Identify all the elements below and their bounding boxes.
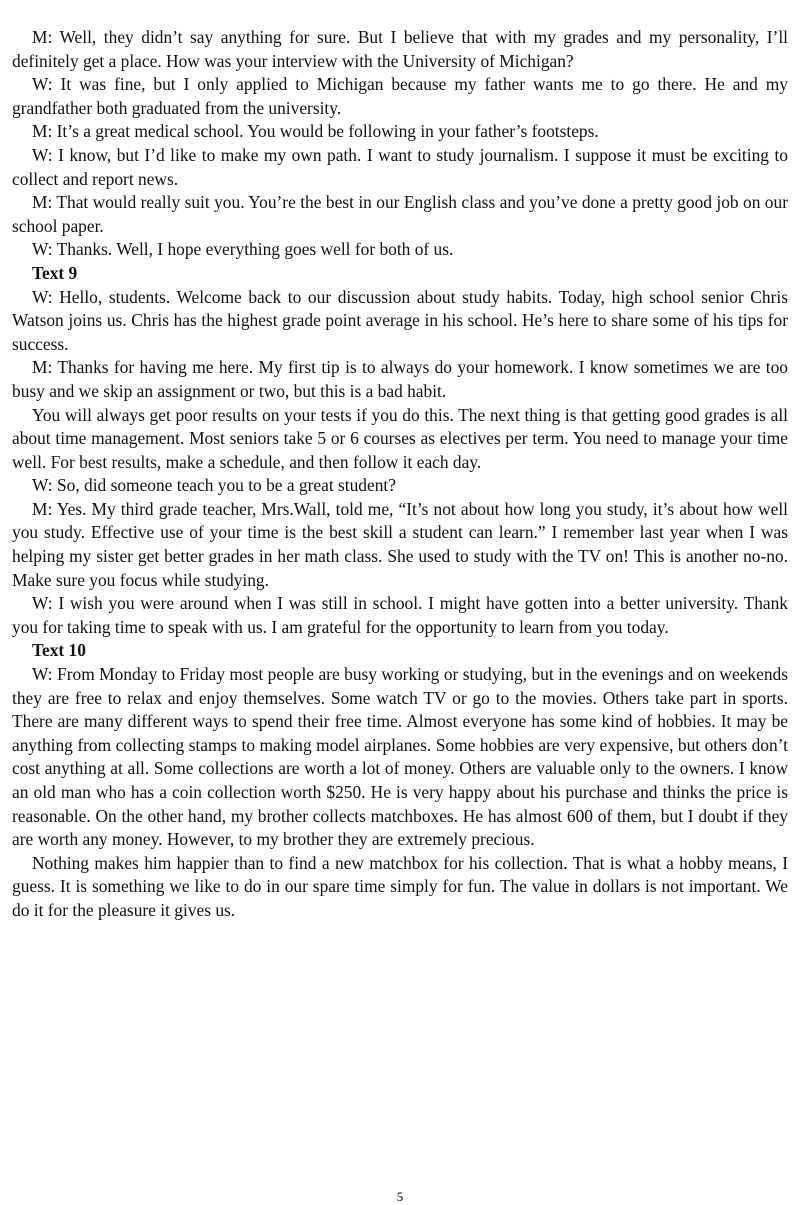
dialogue-paragraph: M: It’s a great medical school. You would be following in your father’s footsteps. <box>32 121 599 142</box>
dialogue-paragraph: M: Thanks for having me here. My first tip is to always do your homework. I know sometimes we are too busy and we skip an assignment or two, but this is a bad habit. <box>12 357 788 401</box>
text8-continued-section <box>12 26 788 262</box>
document-page <box>12 26 788 923</box>
dialogue-paragraph: W: I wish you were around when I was still in school. I might have gotten into a better university. Thank you for taking time to speak with us. I am grateful for the opportunity to learn from you today. <box>12 593 788 637</box>
page-number: 5 <box>396 1189 404 1204</box>
dialogue-paragraph: M: Yes. My third grade teacher, Mrs.Wall, told me, “It’s not about how long you study, it’s about how well you study. Effective use of your time is the best skill a student can learn.” I remember last year when I was helping my sister get better grades in her math class. She used to study with the TV on! This is another no-no. Make sure you focus while studying. <box>12 498 788 590</box>
dialogue-paragraph: M: That would really suit you. You’re the best in our English class and you’ve done a pretty good job on our school paper. <box>12 192 788 236</box>
dialogue-paragraph: M: Well, they didn’t say anything for sure. But I believe that with my grades and my personality, I’ll definitely get a place. How was your interview with the University of Michigan? <box>12 27 788 71</box>
text10-heading: Text 10 <box>32 640 86 661</box>
text10-section <box>12 639 788 922</box>
monologue-paragraph: Nothing makes him happier than to find a new matchbox for his collection. That is what a hobby means, I guess. It is something we like to do in our spare time simply for fun. The value in dollars is not important. We do it for the pleasure it gives us. <box>12 852 788 920</box>
text9-heading: Text 9 <box>32 262 78 283</box>
dialogue-paragraph: You will always get poor results on your tests if you do this. The next thing is that getting good grades is all about time management. Most seniors take 5 or 6 courses as electives per term. You need to manage your time well. For best results, make a schedule, and then follow it each day. <box>12 404 788 472</box>
monologue-paragraph: W: From Monday to Friday most people are busy working or studying, but in the evenings and on weekends they are free to relax and enjoy themselves. Some watch TV or go to the movies. Others take part in sports. There are many different ways to spend their free time. Almost everyone has some kind of hobbies. It may be anything from collecting stamps to making model airplanes. Some hobbies are very expensive, but others don’t cost anything at all. Some collections are worth a lot of money. Others are valuable only to the owners. I know an old man who has a coin collection worth $250. He is very happy about his purchase and thinks the price is reasonable. On the other hand, my brother collects matchboxes. He has almost 600 of them, but I doubt if they are worth any money. However, to my brother they are extremely precious. <box>12 664 788 850</box>
dialogue-paragraph: W: It was fine, but I only applied to Michigan because my father wants me to go there. He and my grandfather both graduated from the university. <box>12 74 788 118</box>
dialogue-paragraph: W: So, did someone teach you to be a great student? <box>32 475 396 496</box>
dialogue-paragraph: W: Hello, students. Welcome back to our discussion about study habits. Today, high school senior Chris Watson joins us. Chris has the highest grade point average in his school. He’s here to share some of his tips for success. <box>12 286 788 354</box>
dialogue-paragraph: W: I know, but I’d like to make my own path. I want to study journalism. I suppose it must be exciting to collect and report news. <box>12 144 788 189</box>
text9-section <box>12 262 788 640</box>
dialogue-paragraph: W: Thanks. Well, I hope everything goes well for both of us. <box>32 239 454 260</box>
